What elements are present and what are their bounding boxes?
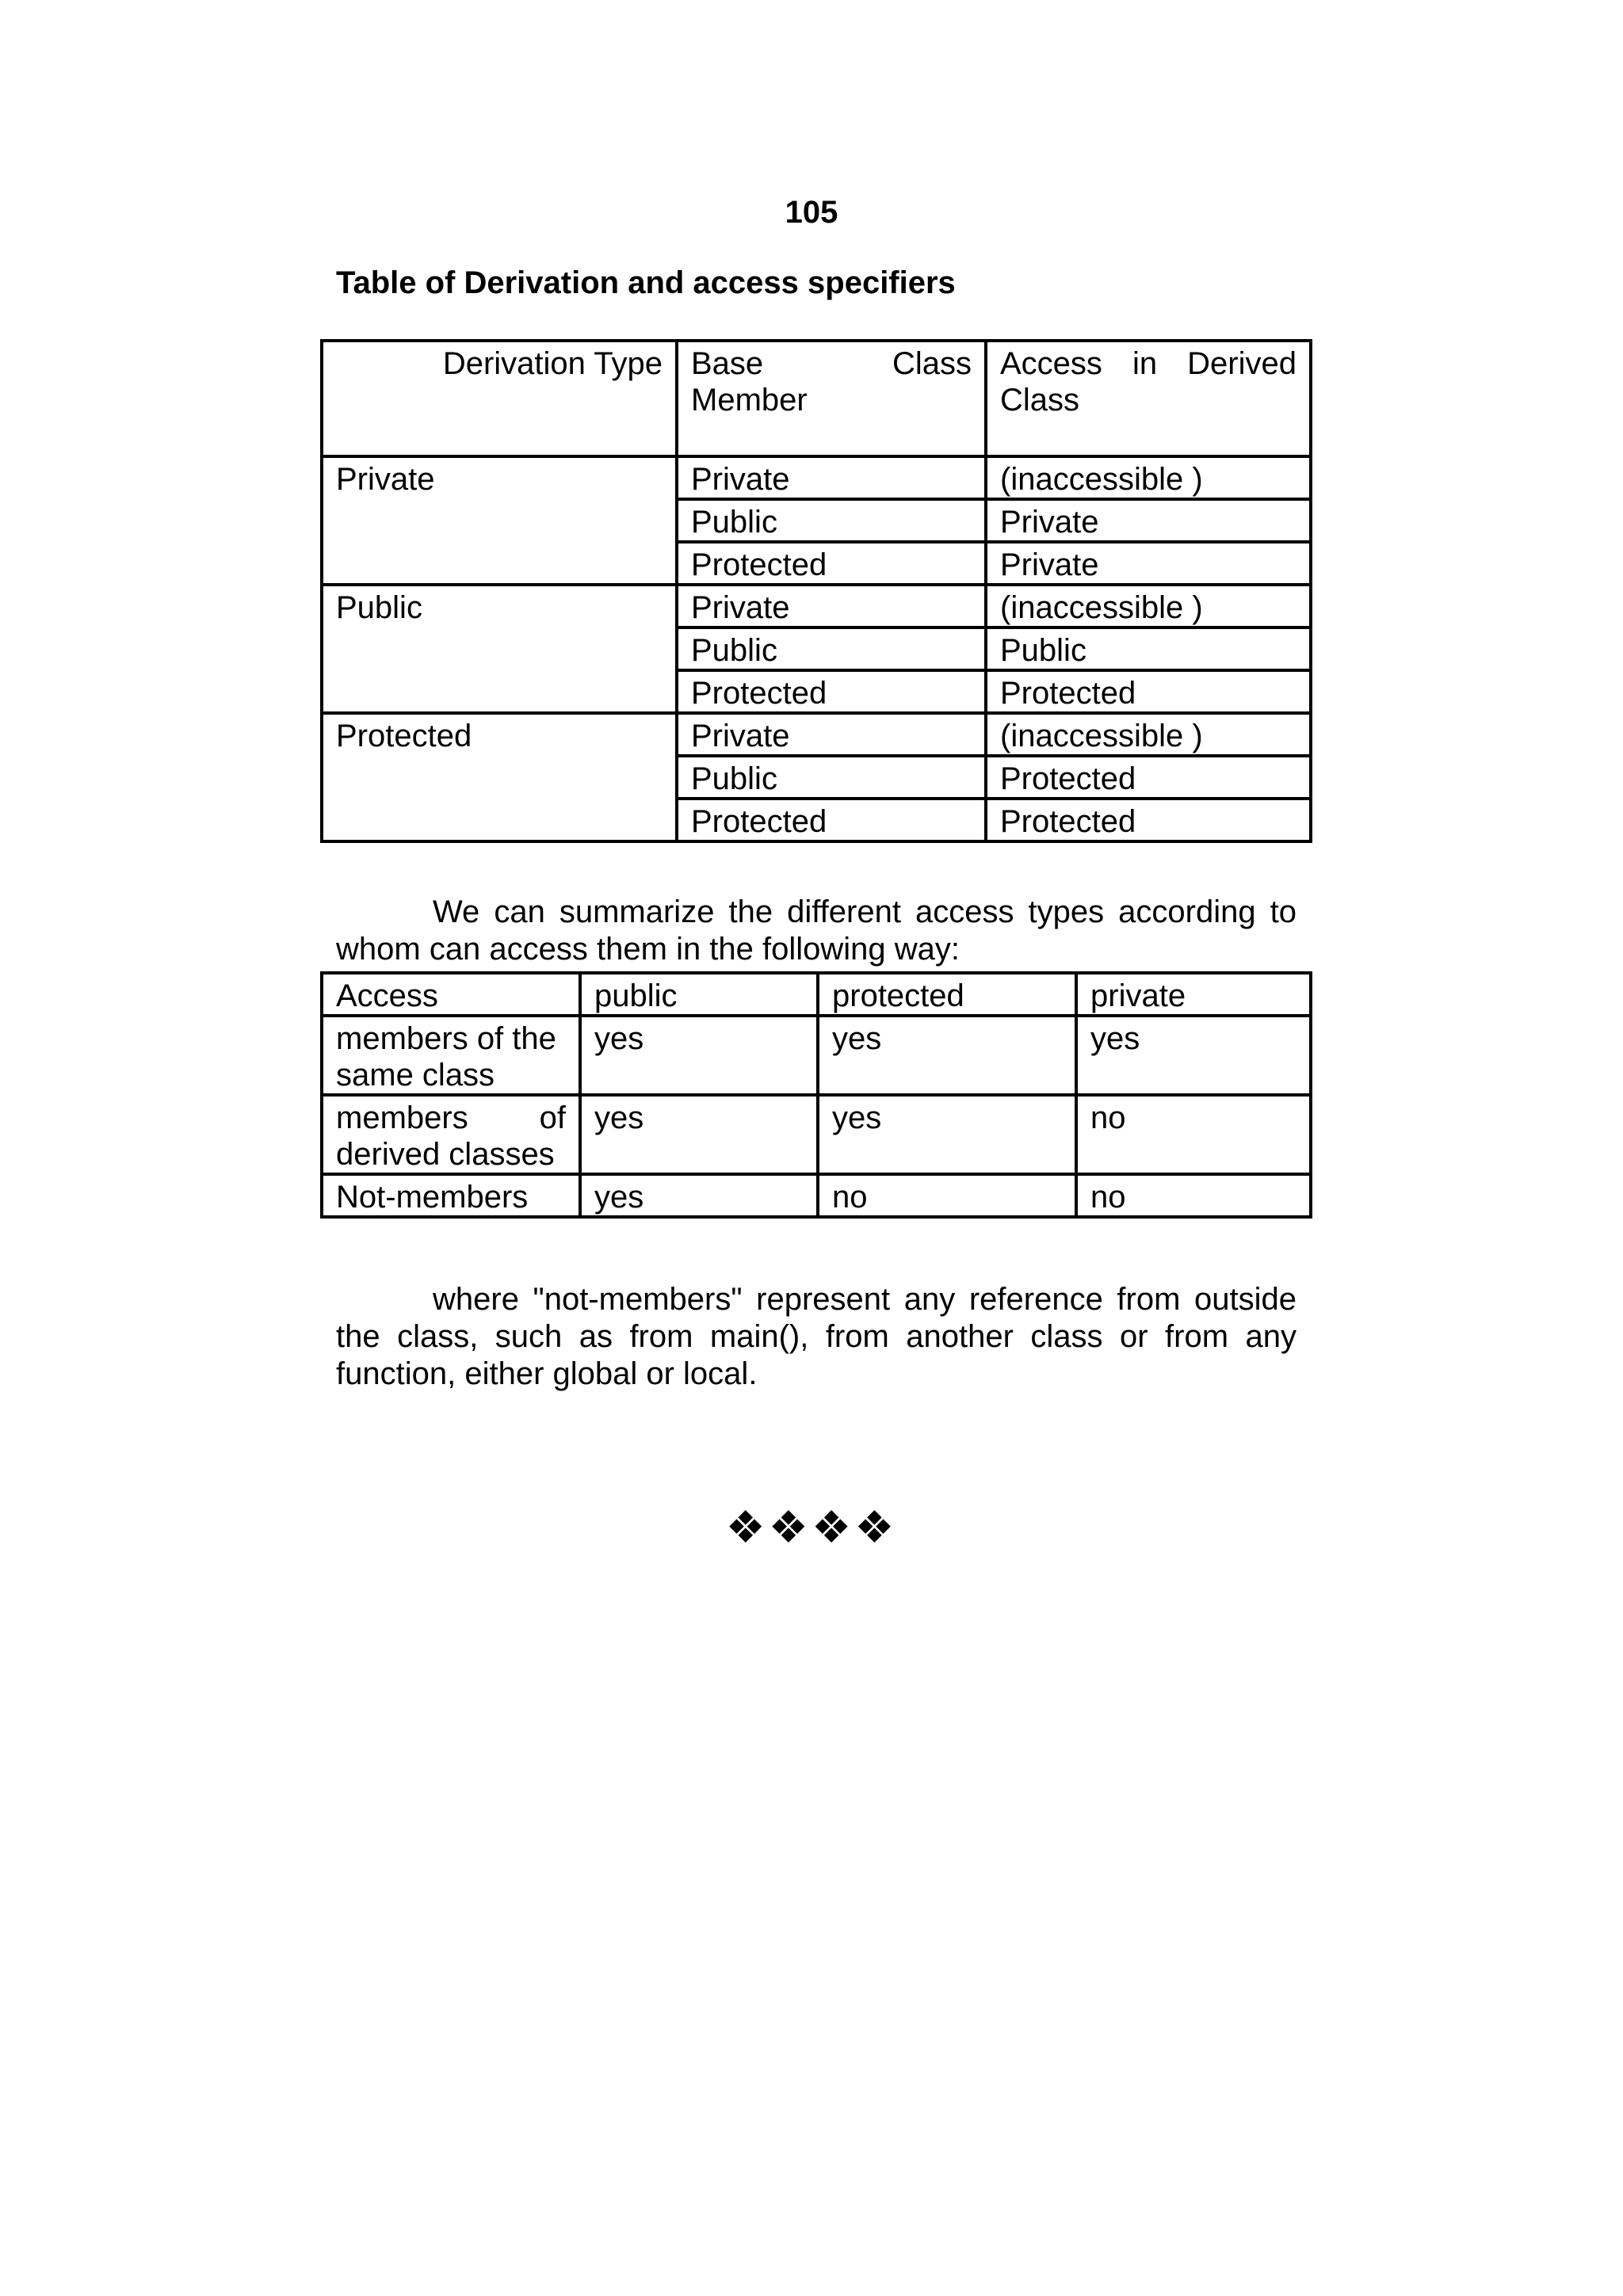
table-row (322, 713, 1311, 756)
table-row (322, 1095, 1311, 1174)
access-label-cell: Not-members (322, 1174, 580, 1217)
table-header-row (322, 973, 1311, 1016)
derived-access-cell: Public (986, 627, 1311, 670)
private-cell: yes (1076, 1016, 1311, 1095)
derived-access-cell: (inaccessible ) (986, 713, 1311, 756)
header-text: in (1132, 346, 1158, 381)
table-row (322, 585, 1311, 627)
label-text: of (539, 1100, 566, 1135)
access-table (320, 971, 1312, 1219)
header-private: private (1076, 973, 1311, 1016)
access-label-cell (322, 1095, 580, 1174)
derivation-type-cell: Public (322, 585, 677, 713)
derivation-table (320, 339, 1312, 843)
header-derivation-type: Derivation Type (322, 341, 677, 456)
base-member-cell: Public (677, 756, 986, 799)
derivation-type-cell: Protected (322, 713, 677, 841)
label-text: derived classes (336, 1137, 555, 1172)
public-cell: yes (580, 1174, 818, 1217)
table-row (322, 1016, 1311, 1095)
ornament-diamonds-icon: ❖❖❖❖ (725, 1502, 898, 1552)
derived-access-cell: (inaccessible ) (986, 585, 1311, 627)
derived-access-cell: Protected (986, 670, 1311, 713)
summary-paragraph: We can summarize the different access types according to whom can access them in the following way: (336, 894, 1296, 967)
header-public: public (580, 973, 818, 1016)
public-cell: yes (580, 1095, 818, 1174)
private-cell: no (1076, 1174, 1311, 1217)
base-member-cell: Protected (677, 542, 986, 585)
header-access-in-derived-class (986, 341, 1311, 456)
label-text: members (336, 1100, 468, 1135)
derivation-type-cell: Private (322, 456, 677, 585)
public-cell: yes (580, 1016, 818, 1095)
table-row (322, 1174, 1311, 1217)
protected-cell: yes (818, 1095, 1076, 1174)
base-member-cell: Public (677, 499, 986, 542)
base-member-cell: Private (677, 456, 986, 499)
header-base-class-member (677, 341, 986, 456)
header-text: Base (691, 346, 764, 381)
base-member-cell: Protected (677, 670, 986, 713)
protected-cell: yes (818, 1016, 1076, 1095)
header-access: Access (322, 973, 580, 1016)
table-heading: Table of Derivation and access specifiers (336, 265, 956, 300)
derived-access-cell: Private (986, 499, 1311, 542)
derived-access-cell: Protected (986, 799, 1311, 841)
base-member-cell: Public (677, 627, 986, 670)
header-text: Derived (1187, 346, 1296, 381)
header-text: Access (1000, 346, 1102, 381)
header-text: Member (691, 383, 808, 418)
access-label-cell: members of the same class (322, 1016, 580, 1095)
header-text: Class (892, 346, 972, 381)
derived-access-cell: Private (986, 542, 1311, 585)
header-protected: protected (818, 973, 1076, 1016)
header-text: Class (1000, 383, 1080, 418)
table-row (322, 456, 1311, 499)
derived-access-cell: Protected (986, 756, 1311, 799)
table-header-row (322, 341, 1311, 456)
page-number: 105 (785, 195, 838, 230)
protected-cell: no (818, 1174, 1076, 1217)
base-member-cell: Private (677, 585, 986, 627)
base-member-cell: Private (677, 713, 986, 756)
explanation-paragraph: where "not-members" represent any reference from outside the class, such as from main(), from another class or from any function, either global or local. (336, 1282, 1296, 1391)
base-member-cell: Protected (677, 799, 986, 841)
derived-access-cell: (inaccessible ) (986, 456, 1311, 499)
private-cell: no (1076, 1095, 1311, 1174)
